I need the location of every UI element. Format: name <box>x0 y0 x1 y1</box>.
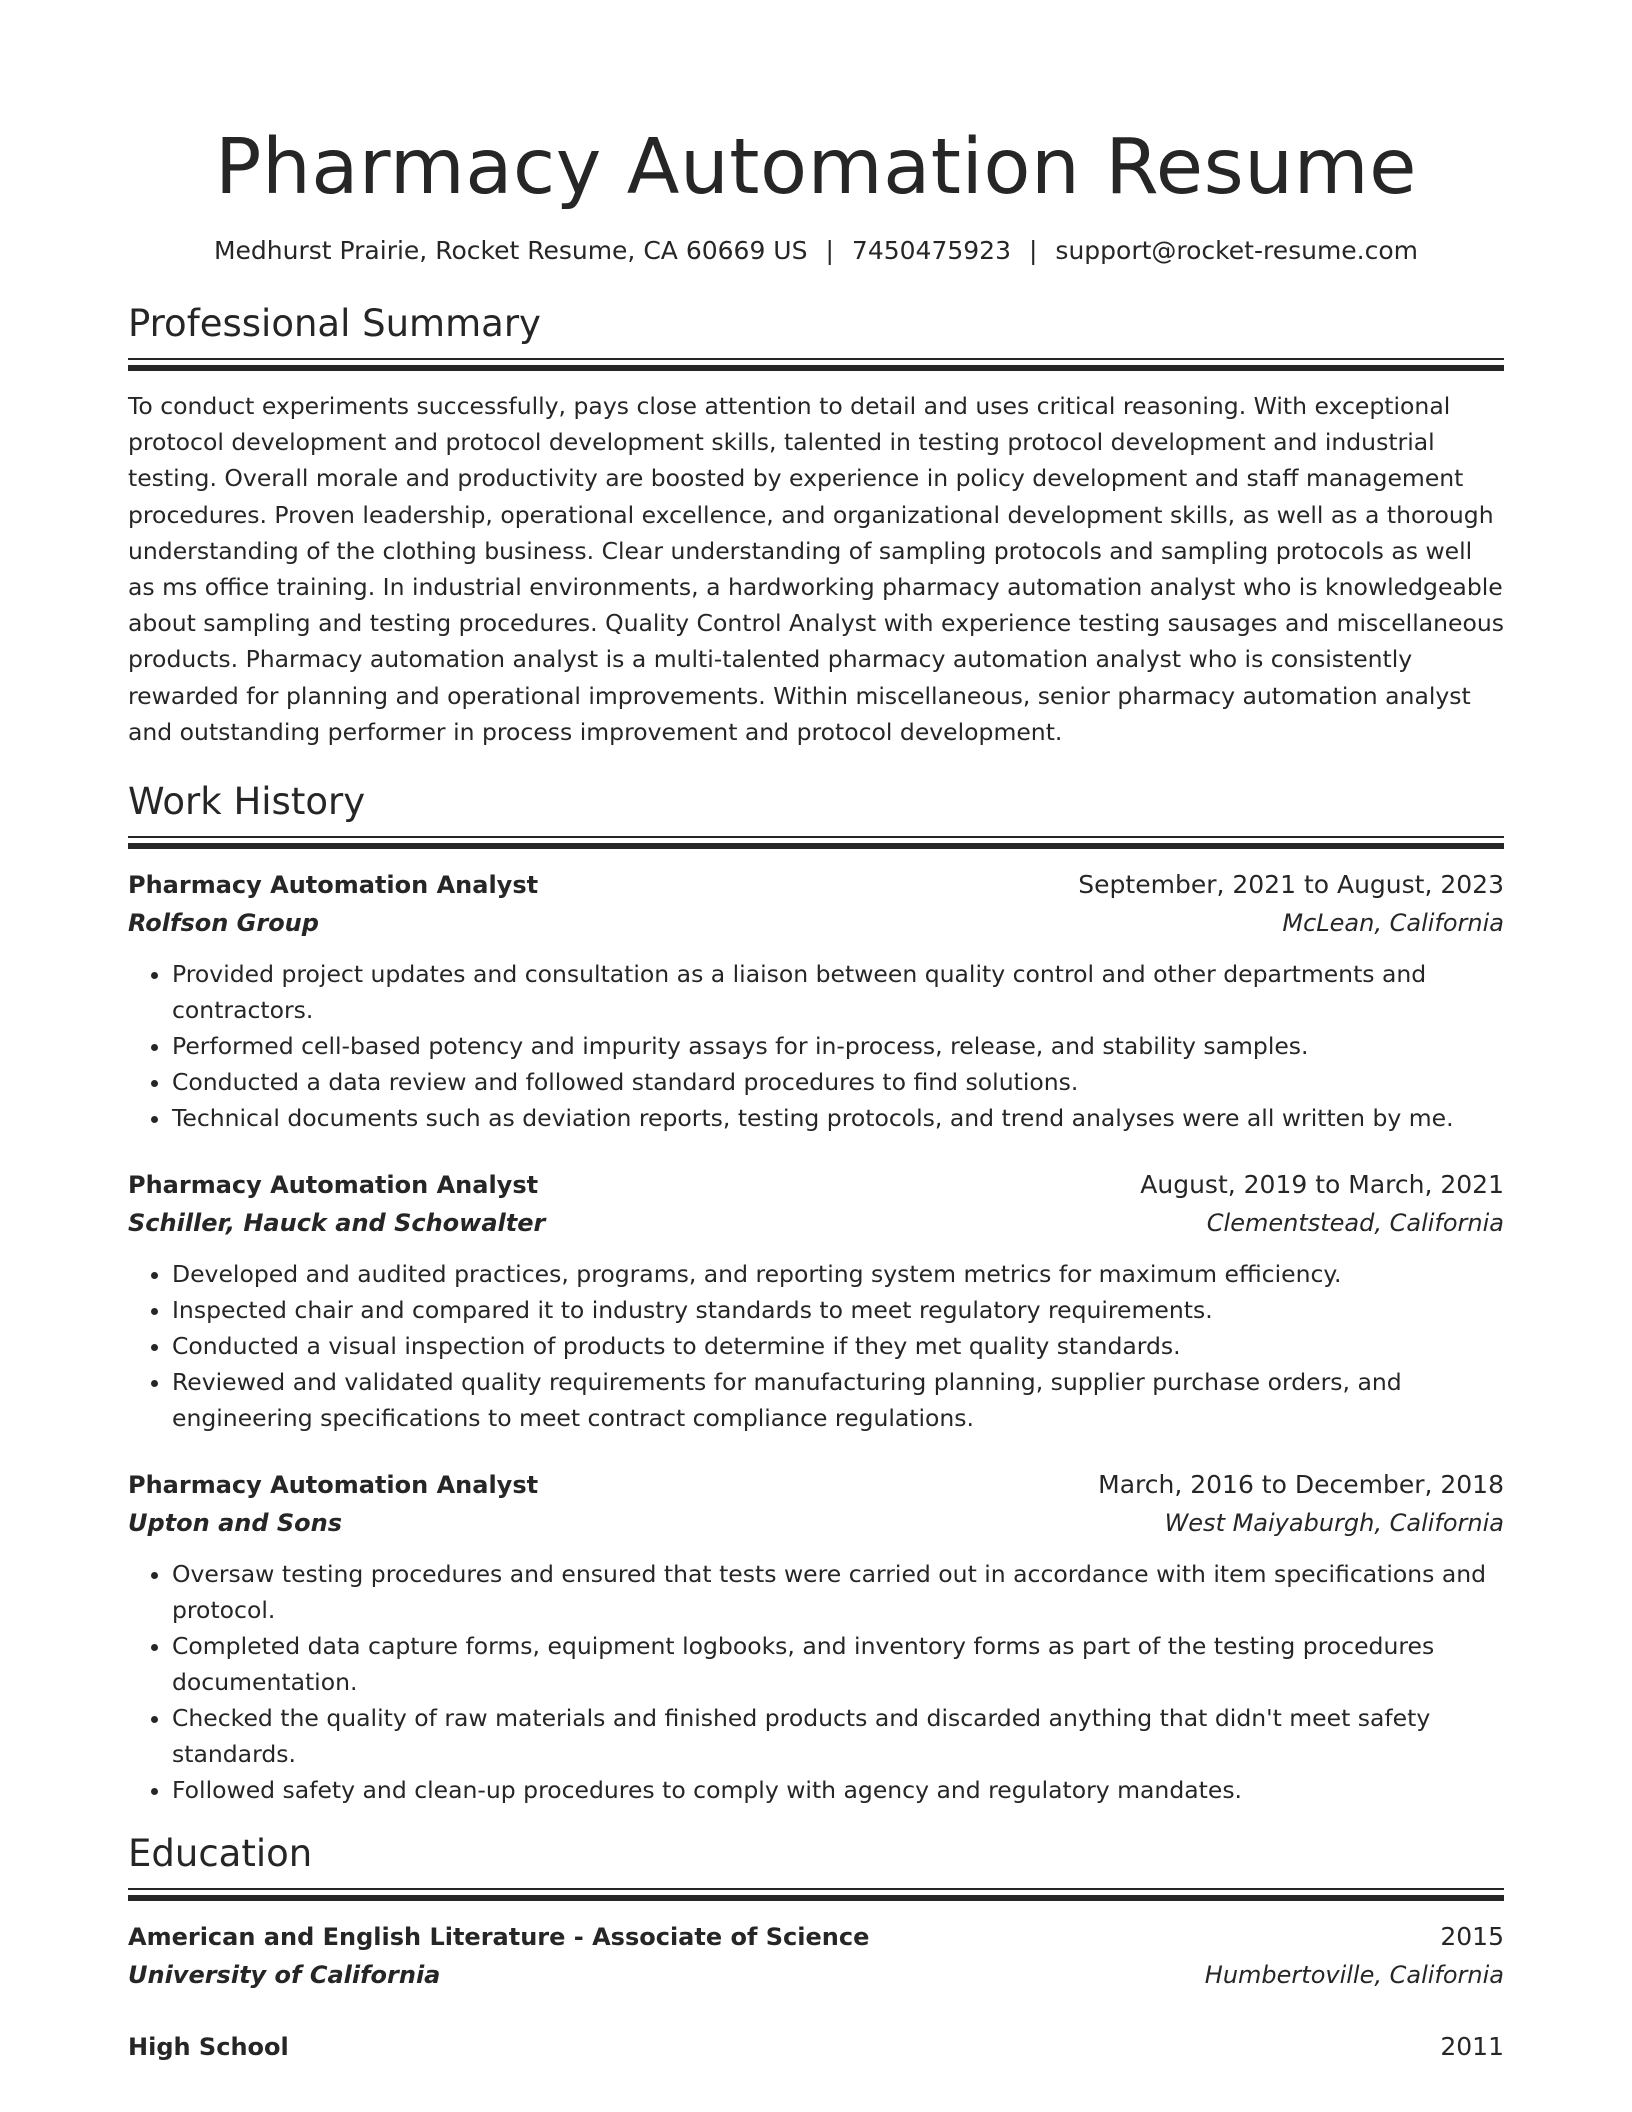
job-company: Upton and Sons <box>128 1509 343 1538</box>
education-section <box>128 1830 1504 2066</box>
section-heading-work-history: Work History <box>128 780 366 824</box>
job-header-row <box>128 866 1504 904</box>
job-company-row <box>128 1204 1504 1242</box>
job-header-row <box>128 1166 1504 1204</box>
job-bullet: • Developed and audited practices, programs, and reporting system metrics for maximum efficiency. <box>172 1256 1504 1292</box>
job-location: Clementstead, California <box>1206 1209 1504 1238</box>
summary-text: To conduct experiments successfully, pays close attention to detail and uses critical reasoning. With exceptional protocol development and protocol development skills, talented in testing protocol development and industrial testing. Overall morale and productivity are boosted by experience in policy development and staff management procedures. Proven leadership, operational excellence, and organizational development skills, as well as a thorough understanding of the clothing business. Clear understanding of sampling protocols and sampling protocols as well as ms office training. In industrial environments, a hardworking pharmacy automation analyst who is knowledgeable about sampling and testing procedures. Quality Control Analyst with experience testing sausages and miscellaneous products. Pharmacy automation analyst is a multi-talented pharmacy automation analyst who is consistently rewarded for planning and operational improvements. Within miscellaneous, senior pharmacy automation analyst and outstanding performer in process improvement and protocol development. <box>128 392 1505 746</box>
job-bullet: • Inspected chair and compared it to industry standards to meet regulatory requirements. <box>172 1292 1504 1328</box>
education-location: Humbertoville, California <box>1204 1961 1504 1990</box>
contact-address: Medhurst Prairie, Rocket Resume, CA 60669 US <box>213 236 808 265</box>
job-location: McLean, California <box>1282 909 1504 938</box>
job-entry <box>128 866 1504 1136</box>
job-entry <box>128 1166 1504 1436</box>
job-bullet: • Checked the quality of raw materials and finished products and discarded anything that didn't meet safety standards. <box>172 1700 1504 1772</box>
section-divider <box>128 836 1504 850</box>
job-bullet: • Provided project updates and consultation as a liaison between quality control and other departments and contractors. <box>172 956 1504 1028</box>
work-history-section <box>128 778 1504 1808</box>
job-bullet-list <box>128 956 1504 1136</box>
section-divider <box>128 358 1504 372</box>
job-header-row <box>128 1466 1504 1504</box>
job-bullet: • Conducted a data review and followed standard procedures to find solutions. <box>172 1064 1504 1100</box>
education-entry <box>128 1918 1504 1994</box>
job-title: Pharmacy Automation Analyst <box>128 1171 539 1200</box>
section-heading-summary: Professional Summary <box>128 302 541 345</box>
contact-phone: 7450475923 <box>851 236 1011 265</box>
job-dates: September, 2021 to August, 2023 <box>1078 870 1504 900</box>
job-bullet: • Reviewed and validated quality requirements for manufacturing planning, supplier purchase orders, and engineering specifications to meet contract compliance regulations. <box>172 1364 1504 1436</box>
job-entry <box>128 1466 1504 1808</box>
job-company-row <box>128 1504 1504 1542</box>
job-dates: March, 2016 to December, 2018 <box>1098 1470 1504 1500</box>
job-bullet: • Followed safety and clean-up procedures to comply with agency and regulatory mandates. <box>172 1772 1504 1808</box>
education-entry <box>128 2028 1504 2066</box>
education-year: 2011 <box>1440 2032 1504 2062</box>
education-header-row <box>128 1918 1504 1956</box>
education-school: University of California <box>128 1961 441 1990</box>
job-title: Pharmacy Automation Analyst <box>128 1471 539 1500</box>
contact-line <box>128 234 1504 268</box>
resume-page <box>128 0 1504 2066</box>
job-bullet: • Completed data capture forms, equipment logbooks, and inventory forms as part of the testing procedures documentation. <box>172 1628 1504 1700</box>
job-location: West Maiyaburgh, California <box>1164 1509 1504 1538</box>
job-dates: August, 2019 to March, 2021 <box>1140 1170 1504 1200</box>
education-header-row <box>128 2028 1504 2066</box>
education-degree: High School <box>128 2033 289 2062</box>
job-bullet-list <box>128 1556 1504 1808</box>
education-year: 2015 <box>1440 1922 1504 1952</box>
job-bullet: • Conducted a visual inspection of products to determine if they met quality standards. <box>172 1328 1504 1364</box>
job-company: Rolfson Group <box>128 909 319 938</box>
job-bullet: • Oversaw testing procedures and ensured that tests were carried out in accordance with item specifications and protocol. <box>172 1556 1504 1628</box>
job-company-row <box>128 904 1504 942</box>
job-bullet: • Technical documents such as deviation reports, testing protocols, and trend analyses were all written by me. <box>172 1100 1504 1136</box>
summary-section <box>128 300 1504 750</box>
job-bullet: • Performed cell-based potency and impurity assays for in-process, release, and stability samples. <box>172 1028 1504 1064</box>
contact-separator: | <box>825 236 834 265</box>
contact-separator: | <box>1028 236 1038 265</box>
section-heading-education: Education <box>128 1832 313 1876</box>
job-bullet-list <box>128 1256 1504 1436</box>
education-school-row <box>128 1956 1504 1994</box>
contact-email: support@rocket-resume.com <box>1055 236 1419 265</box>
resume-title: Pharmacy Automation Resume <box>215 123 1417 212</box>
section-divider <box>128 1888 1504 1902</box>
education-degree: American and English Literature - Associate of Science <box>128 1923 870 1952</box>
job-title: Pharmacy Automation Analyst <box>128 871 539 900</box>
job-company: Schiller, Hauck and Schowalter <box>128 1209 546 1238</box>
